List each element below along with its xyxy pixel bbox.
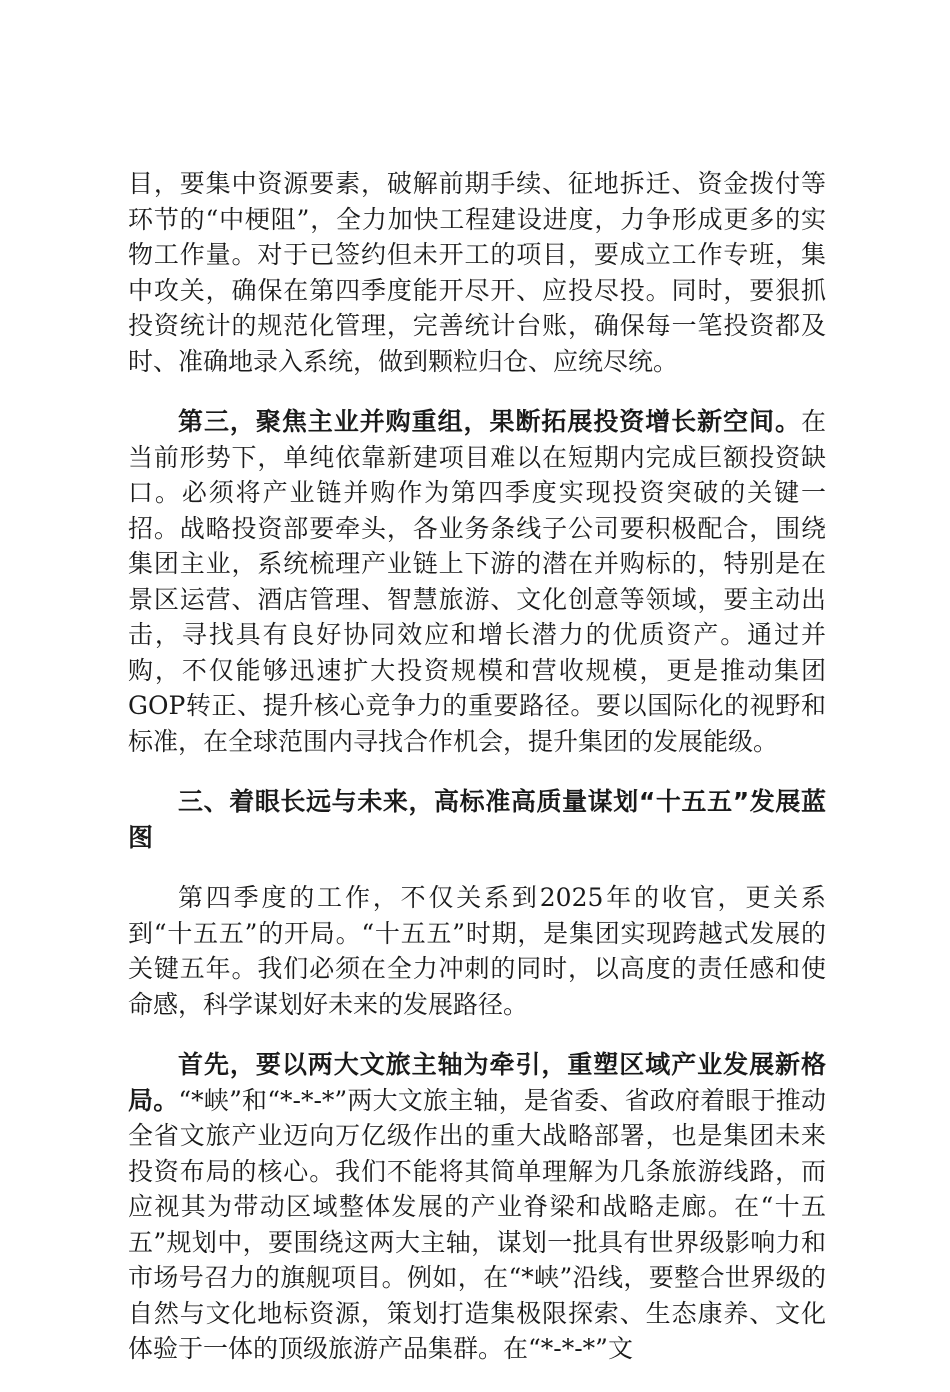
paragraph-text: 第四季度的工作，不仅关系到2025年的收官，更关系到“十五五”的开局。“十五五”时期，是集团实现跨越式发展的关键五年。我们必须在全力冲刺的同时，以高度的责任感和使命感，科学谋划好未来的发展路径。 (128, 883, 826, 1019)
paragraph-2 (128, 404, 826, 759)
paragraph-text: 目，要集中资源要素，破解前期手续、征地拆迁、资金拨付等环节的“中梗阻”，全力加快工程建设进度，力争形成更多的实物工作量。对于已签约但未开工的项目，要成立工作专班，集中攻关，确保在第四季度能开尽开、应投尽投。同时，要狠抓投资统计的规范化管理，完善统计台账，确保每一笔投资都及时、准确地录入系统，做到颗粒归仓、应统尽统。 (128, 169, 826, 376)
paragraph-lead: 首先，要以两大文旅主轴为牵引，重塑区域产业发展新格局。 (128, 1050, 826, 1115)
paragraph-text: “*峡”和“*-*-*”两大文旅主轴，是省委、省政府着眼于推动全省文旅产业迈向万亿级作出的重大战略部署，也是集团未来投资布局的核心。我们不能将其简单理解为几条旅游线路，而应视其为带动区域整体发展的产业脊梁和战略走廊。在“十五五”规划中，要围绕这两大主轴，谋划一批具有世界级影响力和市场号召力的旗舰项目。例如，在“*峡”沿线，要整合世界级的自然与文化地标资源，策划打造集极限探索、生态康养、文化体验于一体的顶级旅游产品集群。在“*-*-*”文 (128, 1085, 826, 1363)
paragraph-text: 在当前形势下，单纯依靠新建项目难以在短期内完成巨额投资缺口。必须将产业链并购作为第四季度实现投资突破的关键一招。战略投资部要牵头，各业务条线子公司要积极配合，围绕集团主业，系统梳理产业链上下游的潜在并购标的，特别是在景区运营、酒店管理、智慧旅游、文化创意等领域，要主动出击，寻找具有良好协同效应和增长潜力的优质资产。通过并购，不仅能够迅速扩大投资规模和营收规模，更是推动集团GOP转正、提升核心竞争力的重要路径。要以国际化的视野和标准，在全球范围内寻找合作机会，提升集团的发展能级。 (128, 407, 826, 756)
paragraph-lead: 第三，聚焦主业并购重组，果断拓展投资增长新空间。 (178, 407, 801, 436)
section-heading-3: 三、着眼长远与未来，高标准高质量谋划“十五五”发展蓝图 (128, 787, 826, 852)
paragraph-1 (128, 166, 826, 379)
paragraph-4 (128, 1047, 826, 1367)
document-body (128, 166, 826, 1392)
paragraph-3 (128, 880, 826, 1022)
